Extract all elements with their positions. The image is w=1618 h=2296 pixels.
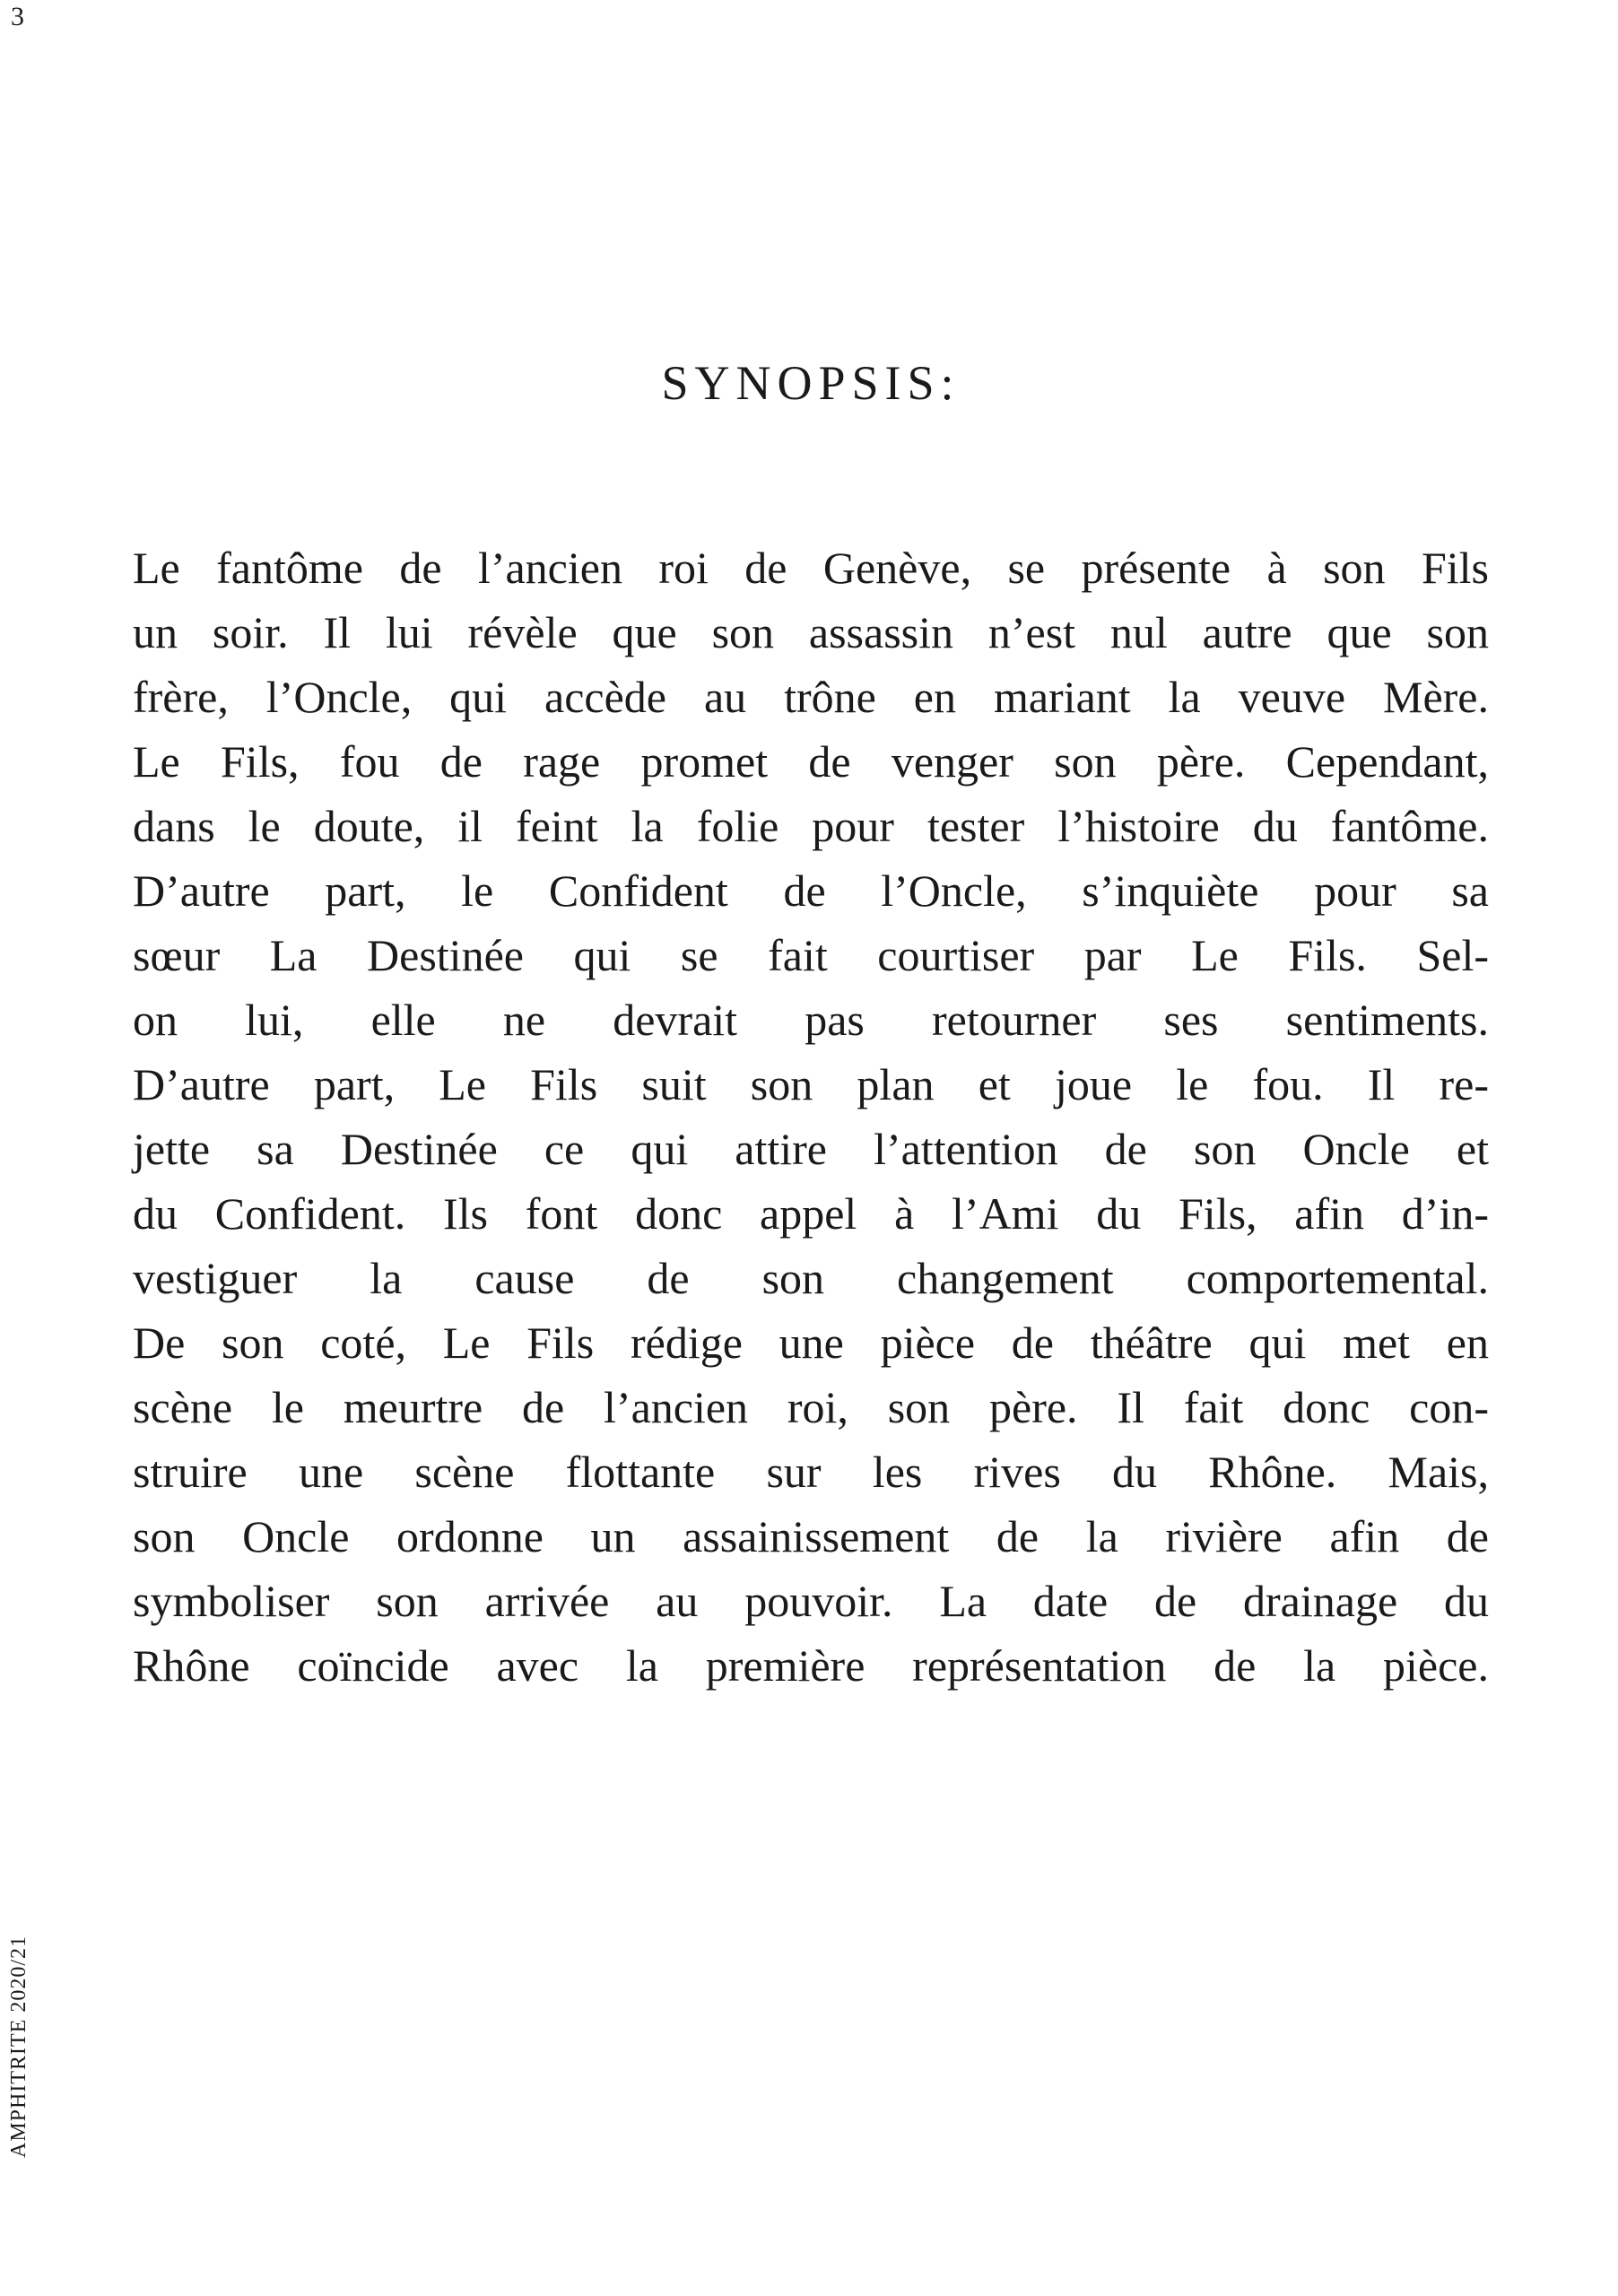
synopsis-line: De son coté, Le Fils rédige une pièce de théâtre qui met en	[133, 1318, 1489, 1368]
synopsis-line: scène le meurtre de l’ancien roi, son père. Il fait donc con-	[133, 1382, 1489, 1432]
synopsis-line: D’autre part, le Confident de l’Oncle, s’inquiète pour sa	[133, 865, 1489, 916]
synopsis-line: sœur La Destinée qui se fait courtiser par Le Fils. Sel-	[133, 930, 1489, 980]
page-number: 3	[11, 2, 24, 31]
synopsis-paragraph	[133, 535, 1489, 1698]
synopsis-line: Le fantôme de l’ancien roi de Genève, se présente à son Fils	[133, 543, 1489, 593]
synopsis-title: SYNOPSIS:	[661, 356, 961, 410]
synopsis-line: dans le doute, il feint la folie pour tester l’histoire du fantôme.	[133, 801, 1489, 851]
synopsis-line: Le Fils, fou de rage promet de venger son père. Cependant,	[133, 736, 1489, 787]
synopsis-line: frère, l’Oncle, qui accède au trône en mariant la veuve Mère.	[133, 672, 1489, 722]
production-side-label: AMPHITRITE 2020/21	[7, 1935, 30, 2158]
synopsis-line: symboliser son arrivée au pouvoir. La date de drainage du	[133, 1576, 1489, 1626]
synopsis-line: son Oncle ordonne un assainissement de la rivière afin de	[133, 1511, 1489, 1561]
synopsis-line: du Confident. Ils font donc appel à l’Ami du Fils, afin d’in-	[133, 1188, 1489, 1239]
synopsis-line: struire une scène flottante sur les rives du Rhône. Mais,	[133, 1447, 1489, 1497]
synopsis-line: D’autre part, Le Fils suit son plan et joue le fou. Il re-	[133, 1059, 1489, 1109]
synopsis-line: on lui, elle ne devrait pas retourner ses sentiments.	[133, 995, 1489, 1045]
synopsis-line: jette sa Destinée ce qui attire l’attention de son Oncle et	[133, 1124, 1489, 1174]
synopsis-line: vestiguer la cause de son changement comportemental.	[133, 1253, 1489, 1303]
synopsis-line: Rhône coïncide avec la première représentation de la pièce.	[133, 1640, 1489, 1691]
synopsis-line: un soir. Il lui révèle que son assassin n’est nul autre que son	[133, 607, 1489, 657]
